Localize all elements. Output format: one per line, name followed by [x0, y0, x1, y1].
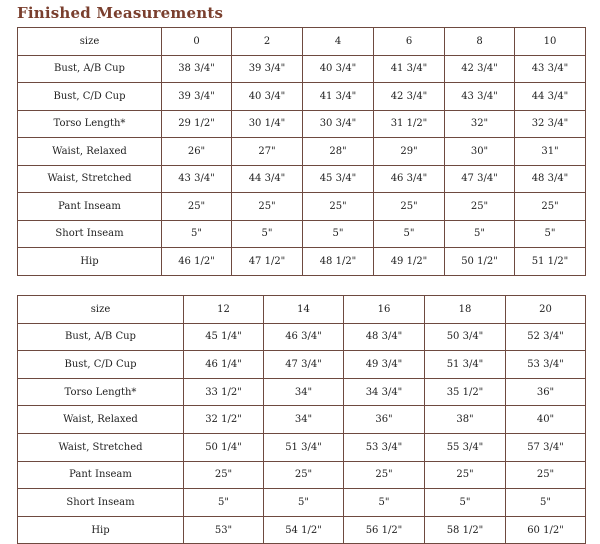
table-row — [18, 351, 586, 379]
table-row — [18, 489, 586, 517]
measurement-value: 56 1/2" — [344, 516, 425, 544]
measurement-value: 38" — [425, 406, 506, 434]
size-column-header: 18 — [425, 296, 506, 324]
measurement-value: 5" — [303, 220, 374, 248]
table-row — [18, 406, 586, 434]
measurement-value: 54 1/2" — [264, 516, 344, 544]
table-row — [18, 378, 586, 406]
measurement-value: 40 3/4" — [232, 83, 303, 111]
measurement-value: 5" — [162, 220, 232, 248]
table-row — [18, 193, 586, 221]
measurement-value: 53 3/4" — [506, 351, 586, 379]
measurement-value: 25" — [445, 193, 515, 221]
measurement-value: 33 1/2" — [184, 378, 264, 406]
measurement-value: 25" — [425, 461, 506, 489]
measurement-value: 30 1/4" — [232, 110, 303, 138]
measurement-label: Bust, A/B Cup — [18, 323, 184, 351]
table-header-row — [18, 296, 586, 324]
measurement-label: Waist, Relaxed — [18, 138, 162, 166]
size-column-header: 16 — [344, 296, 425, 324]
measurement-value: 32" — [445, 110, 515, 138]
measurement-value: 46 3/4" — [374, 165, 445, 193]
table-row — [18, 165, 586, 193]
measurement-value: 32 1/2" — [184, 406, 264, 434]
measurement-value: 5" — [506, 489, 586, 517]
measurement-value: 34" — [264, 378, 344, 406]
measurement-value: 29 1/2" — [162, 110, 232, 138]
table-row — [18, 433, 586, 461]
page-title: Finished Measurements — [17, 4, 224, 22]
measurement-value: 47 1/2" — [232, 248, 303, 276]
size-column-header: 12 — [184, 296, 264, 324]
measurement-value: 45 3/4" — [303, 165, 374, 193]
measurement-value: 25" — [344, 461, 425, 489]
table-row — [18, 516, 586, 544]
table-body — [18, 28, 586, 276]
measurement-value: 48 1/2" — [303, 248, 374, 276]
table-row — [18, 220, 586, 248]
size-column-header: 2 — [232, 28, 303, 56]
measurement-value: 50 1/2" — [445, 248, 515, 276]
measurement-value: 25" — [162, 193, 232, 221]
size-column-header: 10 — [515, 28, 586, 56]
measurement-value: 36" — [506, 378, 586, 406]
size-column-header: 0 — [162, 28, 232, 56]
measurement-value: 5" — [445, 220, 515, 248]
measurement-value: 46 1/2" — [162, 248, 232, 276]
measurement-value: 51 3/4" — [264, 433, 344, 461]
measurement-value: 55 3/4" — [425, 433, 506, 461]
measurement-label: Hip — [18, 248, 162, 276]
size-column-header: 4 — [303, 28, 374, 56]
measurement-value: 32 3/4" — [515, 110, 586, 138]
measurement-value: 53" — [184, 516, 264, 544]
table-row — [18, 83, 586, 111]
measurement-value: 5" — [232, 220, 303, 248]
table-body — [18, 296, 586, 544]
measurement-value: 25" — [374, 193, 445, 221]
measurement-value: 44 3/4" — [232, 165, 303, 193]
measurement-label: Bust, A/B Cup — [18, 55, 162, 83]
measurement-value: 25" — [506, 461, 586, 489]
measurement-label: Pant Inseam — [18, 461, 184, 489]
measurements-table-sizes-12-20 — [17, 295, 586, 544]
size-column-header: 14 — [264, 296, 344, 324]
measurement-value: 49 1/2" — [374, 248, 445, 276]
size-column-header: 20 — [506, 296, 586, 324]
measurement-value: 47 3/4" — [264, 351, 344, 379]
table-header-row — [18, 28, 586, 56]
measurement-value: 35 1/2" — [425, 378, 506, 406]
table-row — [18, 138, 586, 166]
measurement-value: 26" — [162, 138, 232, 166]
size-column-header: 8 — [445, 28, 515, 56]
table-row — [18, 461, 586, 489]
measurement-value: 47 3/4" — [445, 165, 515, 193]
measurement-value: 41 3/4" — [374, 55, 445, 83]
measurement-value: 27" — [232, 138, 303, 166]
measurement-value: 48 3/4" — [515, 165, 586, 193]
measurement-label: Bust, C/D Cup — [18, 351, 184, 379]
measurement-value: 5" — [515, 220, 586, 248]
measurement-value: 58 1/2" — [425, 516, 506, 544]
table-row — [18, 248, 586, 276]
measurement-label: Pant Inseam — [18, 193, 162, 221]
measurement-value: 5" — [344, 489, 425, 517]
measurement-label: Hip — [18, 516, 184, 544]
measurement-value: 46 1/4" — [184, 351, 264, 379]
measurement-value: 38 3/4" — [162, 55, 232, 83]
measurement-label: Waist, Relaxed — [18, 406, 184, 434]
measurement-label: Short Inseam — [18, 489, 184, 517]
measurement-value: 5" — [264, 489, 344, 517]
measurement-value: 5" — [184, 489, 264, 517]
measurement-label: Torso Length* — [18, 378, 184, 406]
measurement-value: 30 3/4" — [303, 110, 374, 138]
measurement-value: 53 3/4" — [344, 433, 425, 461]
measurement-value: 49 3/4" — [344, 351, 425, 379]
measurement-value: 50 3/4" — [425, 323, 506, 351]
measurement-value: 25" — [232, 193, 303, 221]
measurement-value: 39 3/4" — [162, 83, 232, 111]
measurement-value: 30" — [445, 138, 515, 166]
size-header-label: size — [18, 296, 184, 324]
measurement-value: 51 1/2" — [515, 248, 586, 276]
table-row — [18, 110, 586, 138]
measurement-value: 40 3/4" — [303, 55, 374, 83]
measurement-label: Bust, C/D Cup — [18, 83, 162, 111]
measurement-value: 45 1/4" — [184, 323, 264, 351]
table-row — [18, 323, 586, 351]
measurement-value: 5" — [374, 220, 445, 248]
measurement-value: 41 3/4" — [303, 83, 374, 111]
measurements-table-sizes-0-10 — [17, 27, 586, 276]
measurement-value: 25" — [184, 461, 264, 489]
measurement-value: 57 3/4" — [506, 433, 586, 461]
measurement-value: 34" — [264, 406, 344, 434]
measurement-value: 43 3/4" — [445, 83, 515, 111]
measurement-value: 39 3/4" — [232, 55, 303, 83]
measurement-value: 28" — [303, 138, 374, 166]
measurement-value: 40" — [506, 406, 586, 434]
measurement-value: 50 1/4" — [184, 433, 264, 461]
measurement-value: 34 3/4" — [344, 378, 425, 406]
measurement-label: Torso Length* — [18, 110, 162, 138]
measurement-value: 31 1/2" — [374, 110, 445, 138]
measurement-label: Waist, Stretched — [18, 433, 184, 461]
table-row — [18, 55, 586, 83]
measurement-label: Short Inseam — [18, 220, 162, 248]
measurement-value: 44 3/4" — [515, 83, 586, 111]
measurement-value: 48 3/4" — [344, 323, 425, 351]
measurement-value: 52 3/4" — [506, 323, 586, 351]
measurement-value: 43 3/4" — [515, 55, 586, 83]
measurement-value: 43 3/4" — [162, 165, 232, 193]
size-header-label: size — [18, 28, 162, 56]
measurement-value: 25" — [303, 193, 374, 221]
measurement-value: 31" — [515, 138, 586, 166]
measurement-value: 60 1/2" — [506, 516, 586, 544]
measurement-value: 42 3/4" — [374, 83, 445, 111]
measurement-value: 36" — [344, 406, 425, 434]
measurement-label: Waist, Stretched — [18, 165, 162, 193]
measurement-value: 42 3/4" — [445, 55, 515, 83]
measurement-value: 25" — [515, 193, 586, 221]
measurement-value: 29" — [374, 138, 445, 166]
measurement-value: 51 3/4" — [425, 351, 506, 379]
measurement-value: 46 3/4" — [264, 323, 344, 351]
measurement-value: 5" — [425, 489, 506, 517]
size-column-header: 6 — [374, 28, 445, 56]
measurement-value: 25" — [264, 461, 344, 489]
